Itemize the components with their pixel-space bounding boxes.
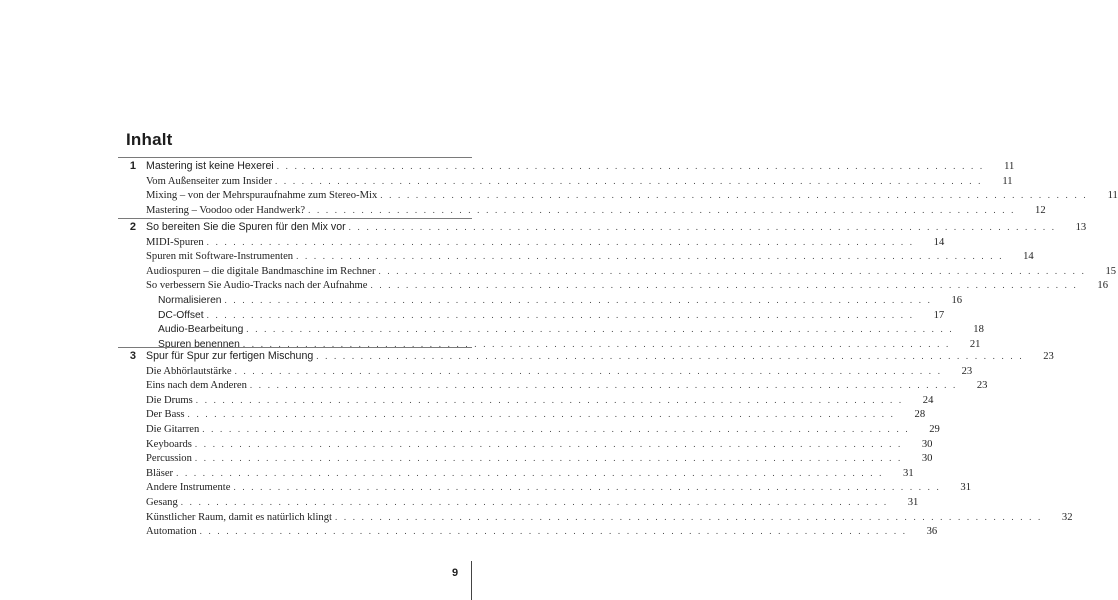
toc-section-entry — [118, 480, 971, 495]
entry-title: Eins nach dem Anderen — [146, 380, 247, 392]
chapter-number: 2 — [129, 221, 136, 233]
toc-subsection-entry — [118, 308, 945, 323]
entry-page-number: 17 — [933, 309, 945, 321]
toc-chapter-entry — [118, 220, 1087, 235]
entry-page-number: 23 — [976, 380, 988, 392]
toc-section-entry — [118, 278, 1109, 293]
toc-section-entry — [118, 495, 919, 510]
entry-page-number: 16 — [951, 294, 963, 306]
dot-leader: . . . . . . . . . . . . . . . . . . . . . . . . . . . . . . . . . . . . . . . . . . . . . . . . . . . . . . . . . . . . . . . . . . . . . . . . . . . . . . . . — [308, 204, 1016, 215]
dot-leader: . . . . . . . . . . . . . . . . . . . . . . . . . . . . . . . . . . . . . . . . . . . . . . . . . . . . . . . . . . . . . . . . . . . . . . . . . . . . . . . . — [194, 453, 903, 464]
dot-leader: . . . . . . . . . . . . . . . . . . . . . . . . . . . . . . . . . . . . . . . . . . . . . . . . . . . . . . . . . . . . . . . . . . . . . . . . . . . . . . . . — [296, 251, 1004, 262]
toc-section-entry — [118, 437, 933, 452]
entry-title: Vom Außenseiter zum Insider — [146, 175, 273, 187]
chapter-1-block — [118, 157, 1118, 217]
dot-leader: . . . . . . . . . . . . . . . . . . . . . . . . . . . . . . . . . . . . . . . . . . . . . . . . . . . . . . . . . . . . . . . . . . . . . . . . . . . . . . . . — [370, 280, 1079, 291]
toc-subsection-entry — [118, 322, 984, 337]
dot-leader: . . . . . . . . . . . . . . . . . . . . . . . . . . . . . . . . . . . . . . . . . . . . . . . . . . . . . . . . . . . . . . . . . . . . . . . . . . . . . . . . — [316, 351, 1024, 361]
toc-section-entry — [118, 422, 940, 437]
toc-section-entry — [118, 264, 1117, 279]
entry-page-number: 29 — [929, 423, 940, 435]
dot-leader: . . . . . . . . . . . . . . . . . . . . . . . . . . . . . . . . . . . . . . . . . . . . . . . . . . . . . . . . . . . . . . . . . . . . . . . . . . . . . . . . — [275, 175, 983, 186]
toc-section-entry — [118, 510, 1073, 525]
entry-page-number: 18 — [973, 324, 984, 336]
entry-title: Gesang — [146, 496, 178, 508]
entry-title: Spuren benennen — [158, 338, 240, 350]
dot-leader: . . . . . . . . . . . . . . . . . . . . . . . . . . . . . . . . . . . . . . . . . . . . . . . . . . . . . . . . . . . . . . . . . . . . . . . . . . . . . . . . — [224, 294, 933, 305]
dot-leader: . . . . . . . . . . . . . . . . . . . . . . . . . . . . . . . . . . . . . . . . . . . . . . . . . . . . . . . . . . . . . . . . . . . . . . . . . . . . . . . . — [378, 265, 1087, 276]
entry-title: Andere Instrumente — [146, 482, 231, 494]
chapter-number: 1 — [129, 160, 136, 172]
entry-title: Mastering – Voodoo oder Handwerk? — [146, 204, 306, 216]
entry-title: Keyboards — [146, 438, 192, 450]
page-number: 9 — [452, 567, 459, 579]
toc-chapter-entry — [118, 159, 1015, 174]
entry-page-number: 23 — [1043, 351, 1054, 362]
entry-title: Die Gitarren — [146, 423, 200, 435]
dot-leader: . . . . . . . . . . . . . . . . . . . . . . . . . . . . . . . . . . . . . . . . . . . . . . . . . . . . . . . . . . . . . . . . . . . . . . . . . . . . . . . . — [380, 190, 1088, 201]
entry-page-number: 24 — [922, 394, 934, 406]
dot-leader: . . . . . . . . . . . . . . . . . . . . . . . . . . . . . . . . . . . . . . . . . . . . . . . . . . . . . . . . . . . . . . . . . . . . . . . . . . . . . . . . — [194, 438, 903, 449]
dot-leader: . . . . . . . . . . . . . . . . . . . . . . . . . . . . . . . . . . . . . . . . . . . . . . . . . . . . . . . . . . . . . . . . . . . . . . . . . . . . . . . . — [206, 309, 915, 320]
toc-section-entry — [118, 188, 1118, 203]
folio-divider — [471, 561, 472, 600]
entry-page-number: 11 — [1107, 190, 1118, 202]
toc-section-entry — [118, 451, 933, 466]
entry-title: Die Drums — [146, 394, 193, 406]
entry-title: Bläser — [146, 467, 174, 479]
toc-section-entry — [118, 466, 914, 481]
dot-leader: . . . . . . . . . . . . . . . . . . . . . . . . . . . . . . . . . . . . . . . . . . . . . . . . . . . . . . . . . . . . . . . . . . . . . . . . . . . . . . . . — [246, 324, 954, 335]
entry-title: Spuren mit Software-Instrumenten — [146, 251, 294, 263]
entry-page-number: 28 — [914, 409, 926, 421]
entry-title: Die Abhörlautstärke — [146, 365, 232, 377]
entry-page-number: 11 — [1002, 175, 1013, 187]
entry-title: So verbessern Sie Audio-Tracks nach der Aufnahme — [146, 280, 368, 292]
toc-chapter-entry — [118, 349, 1054, 364]
dot-leader: . . . . . . . . . . . . . . . . . . . . . . . . . . . . . . . . . . . . . . . . . . . . . . . . . . . . . . . . . . . . . . . . . . . . . . . . . . . . . . . . — [242, 338, 951, 349]
dot-leader: . . . . . . . . . . . . . . . . . . . . . . . . . . . . . . . . . . . . . . . . . . . . . . . . . . . . . . . . . . . . . . . . . . . . . . . . . . . . . . . . — [206, 236, 915, 247]
dot-leader: . . . . . . . . . . . . . . . . . . . . . . . . . . . . . . . . . . . . . . . . . . . . . . . . . . . . . . . . . . . . . . . . . . . . . . . . . . . . . . . . — [233, 482, 941, 493]
entry-title: MIDI-Spuren — [146, 236, 204, 248]
chapter-number: 3 — [129, 350, 136, 362]
entry-page-number: 14 — [933, 236, 945, 248]
entry-title: Mixing – von der Mehrspuraufnahme zum Stereo-Mix — [146, 190, 378, 202]
toc-section-entry — [118, 364, 973, 379]
dot-leader: . . . . . . . . . . . . . . . . . . . . . . . . . . . . . . . . . . . . . . . . . . . . . . . . . . . . . . . . . . . . . . . . . . . . . . . . . . . . . . . . — [249, 380, 958, 391]
toc-section-entry — [118, 249, 1034, 264]
dot-leader: . . . . . . . . . . . . . . . . . . . . . . . . . . . . . . . . . . . . . . . . . . . . . . . . . . . . . . . . . . . . . . . . . . . . . . . . . . . . . . . . — [348, 222, 1057, 232]
toc-section-entry — [118, 235, 945, 250]
entry-title: Audiospuren – die digitale Bandmaschine im Rechner — [146, 265, 376, 277]
entry-page-number: 16 — [1097, 280, 1109, 292]
page-title: Inhalt — [126, 130, 173, 149]
entry-page-number: 32 — [1061, 511, 1073, 523]
dot-leader: . . . . . . . . . . . . . . . . . . . . . . . . . . . . . . . . . . . . . . . . . . . . . . . . . . . . . . . . . . . . . . . . . . . . . . . . . . . . . . . . — [180, 496, 889, 507]
entry-page-number: 23 — [961, 365, 973, 377]
toc-section-entry — [118, 407, 926, 422]
toc-section-entry — [118, 203, 1046, 218]
entry-page-number: 36 — [926, 526, 938, 538]
entry-page-number: 13 — [1075, 222, 1087, 233]
dot-leader: . . . . . . . . . . . . . . . . . . . . . . . . . . . . . . . . . . . . . . . . . . . . . . . . . . . . . . . . . . . . . . . . . . . . . . . . . . . . . . . . — [187, 409, 896, 420]
entry-title: Percussion — [146, 453, 192, 465]
entry-title: Der Bass — [146, 409, 185, 421]
entry-page-number: 15 — [1105, 265, 1117, 277]
toc-section-entry — [118, 393, 934, 408]
dot-leader: . . . . . . . . . . . . . . . . . . . . . . . . . . . . . . . . . . . . . . . . . . . . . . . . . . . . . . . . . . . . . . . . . . . . . . . . . . . . . . . . — [202, 423, 910, 434]
entry-page-number: 21 — [969, 338, 981, 350]
entry-page-number: 12 — [1035, 204, 1046, 216]
toc-section-entry — [118, 378, 988, 393]
entry-title: Spur für Spur zur fertigen Mischung — [146, 350, 314, 362]
entry-page-number: 30 — [921, 438, 933, 450]
dot-leader: . . . . . . . . . . . . . . . . . . . . . . . . . . . . . . . . . . . . . . . . . . . . . . . . . . . . . . . . . . . . . . . . . . . . . . . . . . . . . . . . — [334, 511, 1043, 522]
dot-leader: . . . . . . . . . . . . . . . . . . . . . . . . . . . . . . . . . . . . . . . . . . . . . . . . . . . . . . . . . . . . . . . . . . . . . . . . . . . . . . . . — [276, 161, 985, 171]
toc-section-entry — [118, 524, 938, 539]
chapter-3-block — [118, 347, 1073, 539]
entry-title: Automation — [146, 526, 197, 538]
entry-page-number: 14 — [1023, 251, 1034, 263]
toc-subsection-entry — [118, 293, 963, 308]
toc-section-entry — [118, 174, 1013, 189]
entry-page-number: 31 — [903, 467, 914, 479]
entry-page-number: 11 — [1004, 161, 1015, 172]
dot-leader: . . . . . . . . . . . . . . . . . . . . . . . . . . . . . . . . . . . . . . . . . . . . . . . . . . . . . . . . . . . . . . . . . . . . . . . . . . . . . . . . — [234, 365, 943, 376]
entry-title: Normalisieren — [158, 294, 222, 306]
chapter-2-block — [118, 218, 1117, 351]
dot-leader: . . . . . . . . . . . . . . . . . . . . . . . . . . . . . . . . . . . . . . . . . . . . . . . . . . . . . . . . . . . . . . . . . . . . . . . . . . . . . . . . — [195, 394, 904, 405]
entry-title: DC-Offset — [158, 309, 204, 321]
entry-title: Mastering ist keine Hexerei — [146, 160, 274, 172]
dot-leader: . . . . . . . . . . . . . . . . . . . . . . . . . . . . . . . . . . . . . . . . . . . . . . . . . . . . . . . . . . . . . . . . . . . . . . . . . . . . . . . . — [176, 467, 884, 478]
entry-page-number: 31 — [960, 482, 971, 494]
entry-page-number: 31 — [907, 496, 919, 508]
entry-title: So bereiten Sie die Spuren für den Mix vor — [146, 221, 346, 233]
entry-page-number: 30 — [921, 453, 933, 465]
entry-title: Künstlicher Raum, damit es natürlich klingt — [146, 511, 332, 523]
entry-title: Audio-Bearbeitung — [158, 324, 244, 336]
dot-leader: . . . . . . . . . . . . . . . . . . . . . . . . . . . . . . . . . . . . . . . . . . . . . . . . . . . . . . . . . . . . . . . . . . . . . . . . . . . . . . . . — [199, 526, 908, 537]
